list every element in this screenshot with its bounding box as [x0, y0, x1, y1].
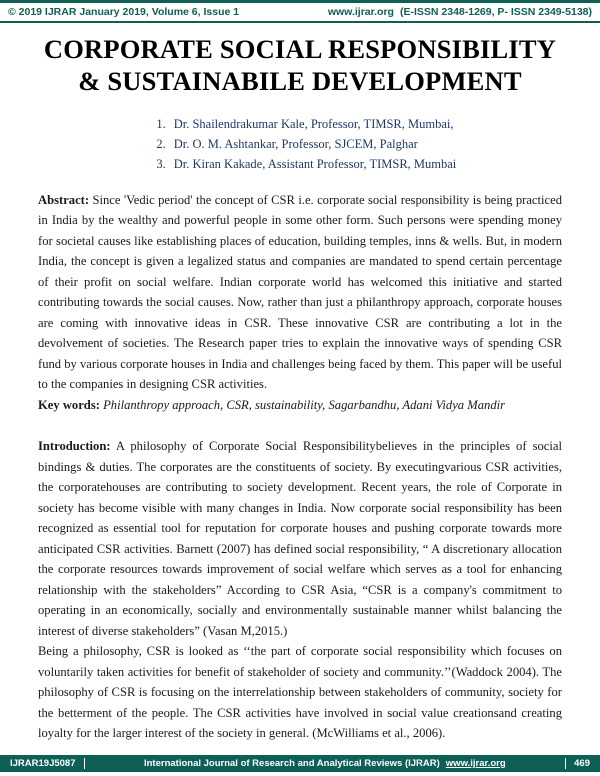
keywords-text: Philanthropy approach, CSR, sustainability, Sagarbandhu, Adani Vidya Mandir: [103, 397, 506, 412]
introduction-paragraph: [38, 436, 562, 641]
author-list: [144, 114, 457, 174]
paper-title: CORPORATE SOCIAL RESPONSIBILITY & SUSTAINABILE DEVELOPMENT: [43, 34, 557, 97]
introduction-label: Introduction:: [38, 439, 111, 454]
footer-journal-url[interactable]: www.ijrar.org: [445, 758, 506, 769]
header-right-group: [328, 6, 592, 18]
page-header: [0, 3, 600, 21]
keywords-paragraph: [38, 395, 562, 416]
abstract-label: Abstract:: [38, 192, 90, 207]
introduction-text: A philosophy of Corporate Social Responsibilitybelieves in the principles of social bindings & duties. The corporates are the constituents of society. By executingvarious CSR activities, the corporatehouses are contributing to society development. Recent years, the role of Corporate in society has become visible with many changes in India. Now corporate social responsibility has been recognized as essential tool for reputation for corporate houses and pushing corporate towards more anticipated CSR activities. Barnett (2007) has defined social responsibility, “ A discretionary allocation the corporate resources towards improvement of social welfare which serves as a tool for enhancing relationship with the stakeholders” According to CSR Asia, “CSR is a company's commitment to operating in an economically, socially and environmentally sustainable manner whilst balancing the interest of diverse stakeholders” (Vasan M,2015.): [38, 439, 562, 638]
paper-body: [38, 174, 562, 744]
footer-journal-group: [93, 758, 558, 769]
author-name: Dr. Shailendrakumar Kale, Professor, TIMSR, Mumbai,: [173, 116, 454, 131]
author-item: [144, 114, 457, 134]
header-journal-url[interactable]: www.ijrar.org: [327, 6, 394, 18]
author-number: 2.: [156, 136, 166, 151]
body-paragraph-2: Being a philosophy, CSR is looked as ‘‘the part of corporate social responsibility which focuses on voluntarily taken activities for benefit of stakeholder of society and community.’’(Waddock 2004). The philosophy of CSR is focusing on the interrelationship between stakeholders of community, society for the betterment of the people. The CSR activities have involved in social value creationsand creating loyalty for the larger interest of the society in general. (McWilliams et al., 2006).: [38, 644, 562, 741]
author-name: Dr. Kiran Kakade, Assistant Professor, TIMSR, Mumbai: [173, 156, 457, 171]
footer-divider: [565, 758, 566, 769]
author-name: Dr. O. M. Ashtankar, Professor, SJCEM, Palghar: [173, 136, 418, 151]
keywords-label: Key words:: [38, 397, 100, 412]
header-bottom-rule: [0, 21, 600, 23]
abstract-paragraph: [38, 190, 562, 395]
page-footer: [0, 755, 600, 772]
footer-divider: [84, 758, 85, 769]
abstract-text: Since 'Vedic period' the concept of CSR i.e. corporate social responsibility is being practiced in India by the wealthy and powerful people in some other form. Such persons were spending money for societal causes like establishing places of education, building temples, inns & wells. But, in modern India, the concept is given a legalized status and companies are mandated to spend certain percentage of their profit on social welfare. Indian corporate world has welcomed this initiative and started contributing towards the social causes. Now, rather than just a philanthropy approach, corporate houses are coming with innovative ideas in CSR. These innovative CSR are contributing a lot in the devolvement of societies. The Research paper tries to explain the innovative ways of spending CSR fund by various corporate houses in India and challenges being faced by them. This paper will be useful to the companies in designing CSR activities.: [38, 192, 562, 392]
author-item: [144, 134, 457, 154]
header-issn: (E-ISSN 2348-1269, P- ISSN 2349-5138): [399, 6, 592, 18]
author-number: 3.: [156, 156, 166, 171]
footer-journal-name: International Journal of Research and Analytical Reviews (IJRAR): [143, 758, 440, 769]
author-number: 1.: [156, 116, 166, 131]
footer-paper-id: IJRAR19J5087: [10, 758, 76, 769]
header-issue-info: © 2019 IJRAR January 2019, Volume 6, Issue 1: [8, 6, 240, 18]
author-item: [144, 154, 457, 174]
footer-page-number: 469: [574, 758, 590, 769]
